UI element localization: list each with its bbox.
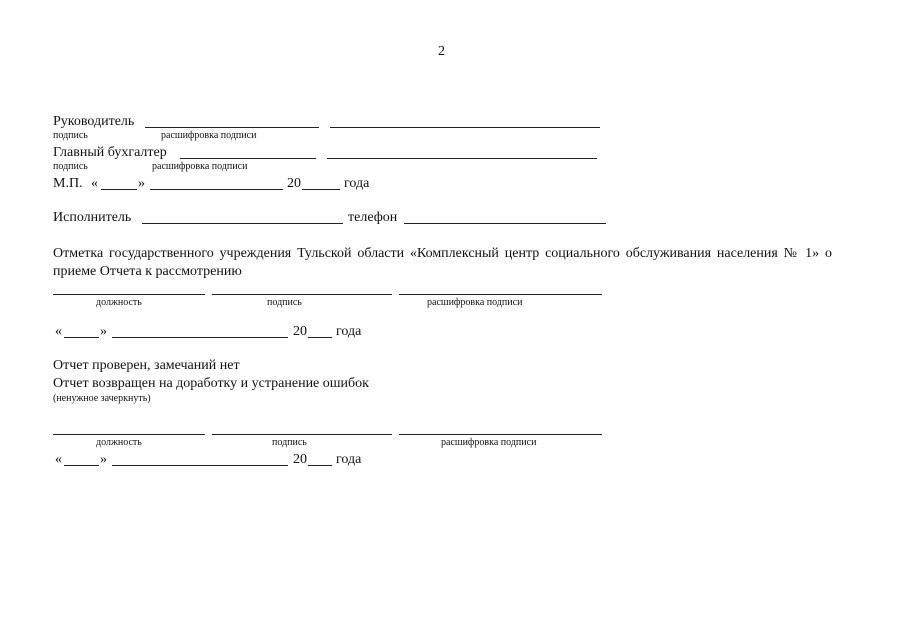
acceptance-month-line[interactable] <box>112 337 288 338</box>
acceptance-day-line[interactable] <box>64 337 99 338</box>
stamp-year-line[interactable] <box>302 189 340 190</box>
acceptance-signature-line[interactable] <box>212 294 392 295</box>
page-number: 2 <box>438 44 445 59</box>
verification-position-line[interactable] <box>53 434 205 435</box>
acceptance-signature-caption: подпись <box>267 297 302 308</box>
accountant-label: Главный бухгалтер <box>53 145 167 160</box>
verification-month-line[interactable] <box>112 465 288 466</box>
verification-returned: Отчет возвращен на доработку и устранение ошибок <box>53 376 369 391</box>
head-decoding-line[interactable] <box>330 127 600 128</box>
acceptance-position-line[interactable] <box>53 294 205 295</box>
head-label: Руководитель <box>53 114 135 129</box>
head-decoding-caption: расшифровка подписи <box>161 130 257 141</box>
verification-checked: Отчет проверен, замечаний нет <box>53 358 240 373</box>
acceptance-year-prefix: 20 <box>293 324 307 339</box>
acceptance-text: Отметка государственного учреждения Тульской области «Комплексный центр социального обслуживания населения № 1» о приеме Отчета к рассмотрению <box>53 246 832 279</box>
accountant-signature-line[interactable] <box>180 158 316 159</box>
stamp-year-suffix: года <box>344 176 370 191</box>
verification-day-line[interactable] <box>64 465 99 466</box>
verification-signature-caption: подпись <box>272 437 307 448</box>
acceptance-decoding-caption: расшифровка подписи <box>427 297 523 308</box>
acceptance-year-line[interactable] <box>308 337 332 338</box>
verification-position-caption: должность <box>96 437 142 448</box>
verification-close-quote: » <box>100 452 107 467</box>
verification-signature-line[interactable] <box>212 434 392 435</box>
verification-year-line[interactable] <box>308 465 332 466</box>
acceptance-year-suffix: года <box>336 324 362 339</box>
accountant-decoding-line[interactable] <box>327 158 597 159</box>
stamp-close-quote: » <box>138 176 145 191</box>
stamp-year-prefix: 20 <box>287 176 301 191</box>
stamp-day-line[interactable] <box>101 189 137 190</box>
executor-label: Исполнитель <box>53 210 132 225</box>
stamp-open-quote: « <box>91 176 98 191</box>
stamp-mark: М.П. <box>53 176 83 191</box>
accountant-decoding-caption: расшифровка подписи <box>152 161 248 172</box>
acceptance-position-caption: должность <box>96 297 142 308</box>
accountant-signature-caption: подпись <box>53 161 88 172</box>
verification-decoding-caption: расшифровка подписи <box>441 437 537 448</box>
verification-year-suffix: года <box>336 452 362 467</box>
executor-name-line[interactable] <box>142 223 343 224</box>
acceptance-open-quote: « <box>55 324 62 339</box>
acceptance-decoding-line[interactable] <box>399 294 602 295</box>
stamp-month-line[interactable] <box>150 189 283 190</box>
acceptance-close-quote: » <box>100 324 107 339</box>
verification-open-quote: « <box>55 452 62 467</box>
verification-note: (ненужное зачеркнуть) <box>53 393 151 404</box>
executor-phone-label: телефон <box>348 210 398 225</box>
verification-year-prefix: 20 <box>293 452 307 467</box>
executor-phone-line[interactable] <box>404 223 606 224</box>
verification-decoding-line[interactable] <box>399 434 602 435</box>
head-signature-caption: подпись <box>53 130 88 141</box>
head-signature-line[interactable] <box>145 127 319 128</box>
